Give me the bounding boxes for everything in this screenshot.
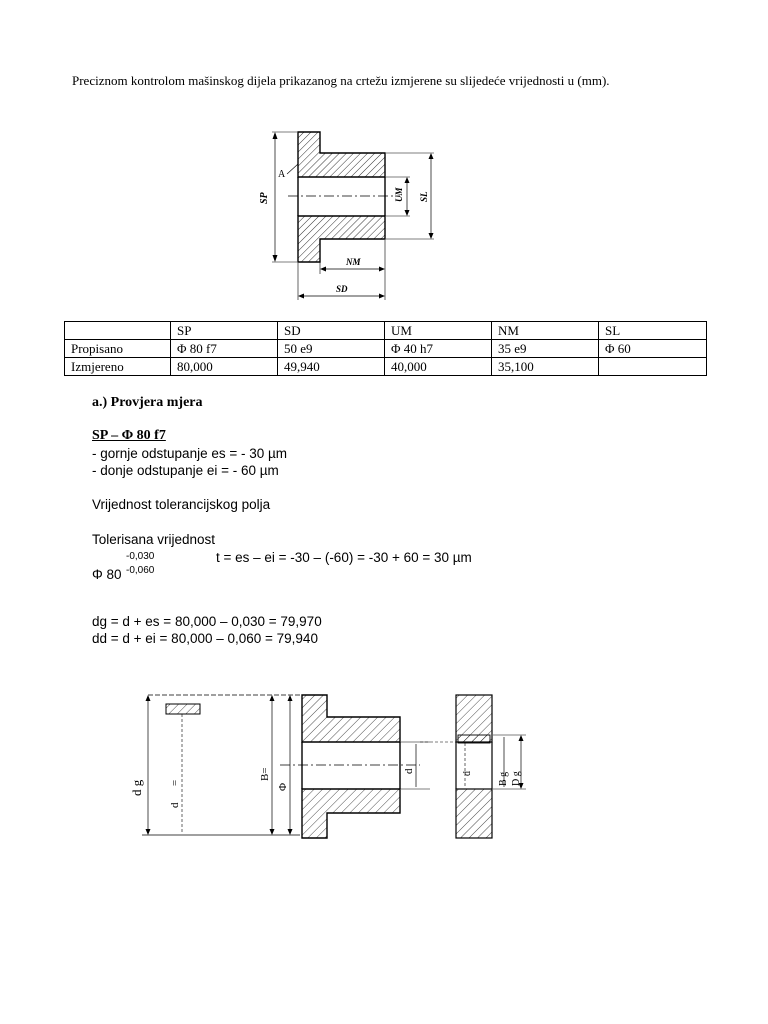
table-cell: 49,940: [278, 358, 385, 376]
table-cell: [65, 322, 171, 340]
label-d3: d: [462, 771, 473, 776]
table-cell: 35,100: [492, 358, 599, 376]
table-cell: Φ 80 f7: [171, 340, 278, 358]
intro-text: Preciznom kontrolom mašinskog dijela prikazanog na crtežu izmjerene su slijedeće vrijednosti u (mm).: [72, 73, 610, 88]
label-um: UM: [394, 187, 404, 202]
section-heading: a.) Provjera mjera: [92, 395, 203, 410]
table-cell: Φ 40 h7: [385, 340, 492, 358]
label-a: A: [278, 169, 286, 180]
table-row: [65, 340, 707, 358]
table-cell: 40,000: [385, 358, 492, 376]
table-cell: SP: [171, 322, 278, 340]
formula-t: t = es – ei = -30 – (-60) = -30 + 60 = 30 µm: [216, 550, 472, 565]
label-sp: SP: [259, 192, 270, 204]
label-bg: B g: [498, 771, 509, 786]
label-d: d: [169, 802, 181, 808]
label-nm: NM: [346, 257, 361, 267]
subsection-heading: SP – Φ 80 f7: [92, 428, 166, 443]
line-toler: Tolerisana vrijednost: [92, 532, 216, 547]
phi-80: Φ 80: [92, 567, 122, 582]
part-drawing: [250, 122, 450, 304]
label-eq: =: [169, 779, 181, 786]
line-ei: - donje odstupanje ei = - 60 µm: [92, 463, 279, 478]
table-cell: 50 e9: [278, 340, 385, 358]
table-cell: Φ 60: [599, 340, 707, 358]
section-bottom: [298, 216, 385, 262]
table-cell: 80,000: [171, 358, 278, 376]
table-cell: SL: [599, 322, 707, 340]
table-cell: Izmjereno: [65, 358, 171, 376]
label-sd: SD: [336, 284, 348, 294]
line-tol-field: Vrijednost tolerancijskog polja: [92, 497, 271, 512]
gauge-drawing: [120, 686, 540, 861]
table-cell: [599, 358, 707, 376]
section-top: [298, 132, 385, 177]
table-row: [65, 358, 707, 376]
table-cell: 35 e9: [492, 340, 599, 358]
sup-upper: -0,030: [126, 551, 155, 562]
table-cell: UM: [385, 322, 492, 340]
label-b: B=: [259, 767, 271, 781]
label-d2: d: [403, 768, 415, 774]
label-phi: Φ: [277, 782, 289, 791]
table-cell: NM: [492, 322, 599, 340]
label-dg-right: D g: [511, 771, 522, 786]
sup-lower: -0,060: [126, 565, 155, 576]
table-header-row: [65, 322, 707, 340]
table-cell: SD: [278, 322, 385, 340]
label-dg: d g: [129, 779, 144, 796]
table-cell: Propisano: [65, 340, 171, 358]
label-sl: SL: [419, 191, 429, 202]
line-dd: dd = d + ei = 80,000 – 0,060 = 79,940: [92, 631, 318, 646]
measurement-table: [64, 321, 707, 376]
line-dg: dg = d + es = 80,000 – 0,030 = 79,970: [92, 614, 322, 629]
line-es: - gornje odstupanje es = - 30 µm: [92, 446, 288, 461]
